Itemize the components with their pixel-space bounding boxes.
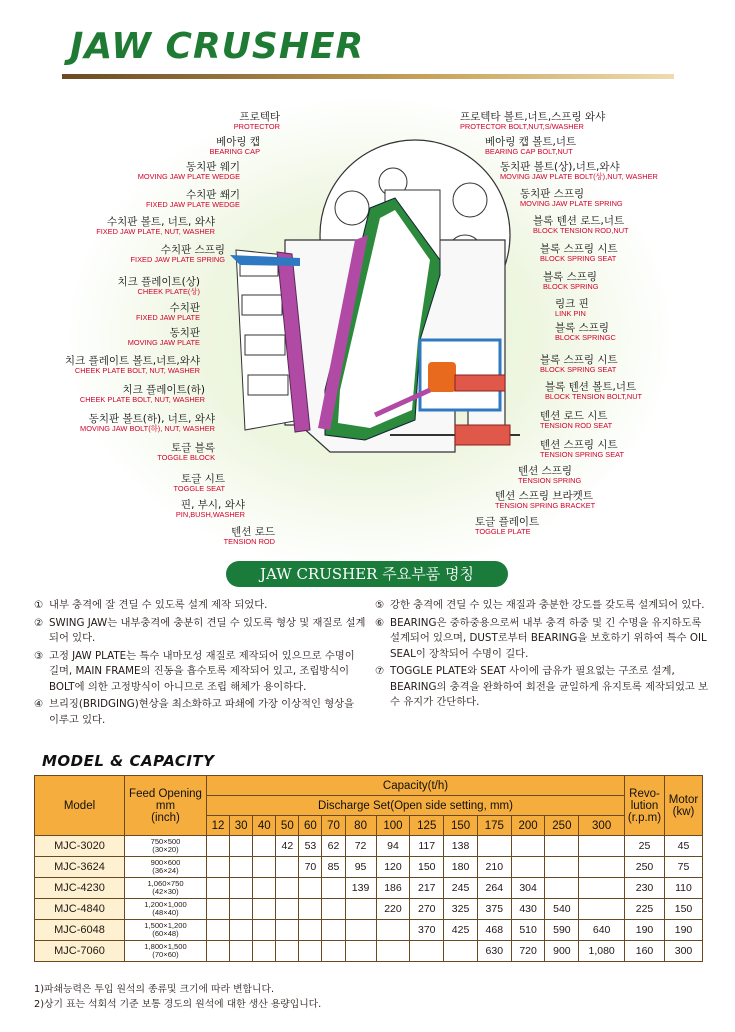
capacity-table <box>34 775 703 962</box>
cell-capacity <box>230 920 253 941</box>
cell-model: MJC-4840 <box>35 899 125 920</box>
cell-capacity <box>207 941 230 962</box>
label-protector-bolt: 프로텍타 볼트,너트,스프링 와샤 PROTECTOR BOLT,NUT,S/WASHER <box>460 111 606 132</box>
cell-feed-opening <box>125 920 207 941</box>
label-bearing-cap-bolt: 베아링 캡 볼트,너트 BEARING CAP BOLT,NUT <box>485 136 577 157</box>
cell-capacity: 139 <box>345 878 376 899</box>
note-item: ⑤ 강한 충격에 견딜 수 있는 재질과 충분한 강도를 갖도록 설계되어 있다. <box>375 599 705 611</box>
cell-capacity: 1,080 <box>579 941 625 962</box>
note-item: ② SWING JAW는 내부충격에 충분히 견딜 수 있도록 형상 및 재질로 설계되어 있다. <box>34 616 366 644</box>
cell-capacity <box>410 941 444 962</box>
note-item: ⑦ TOGGLE PLATE와 SEAT 사이에 급유가 필요없는 구조로 설계, BEARING의 충격을 완화하여 회전을 균일하게 유지토록 제작되었고 보수 유지가 간단하다. <box>375 665 709 708</box>
cell-capacity <box>511 836 545 857</box>
cell-revolution: 25 <box>625 836 665 857</box>
cell-capacity: 245 <box>444 878 478 899</box>
label-tension-rod: 텐션 로드 TENSION ROD <box>223 526 275 547</box>
table-row <box>35 857 703 878</box>
cell-capacity <box>545 857 579 878</box>
cell-capacity: 94 <box>376 836 410 857</box>
cell-feed-opening <box>125 899 207 920</box>
cell-capacity: 120 <box>376 857 410 878</box>
cell-capacity <box>299 920 322 941</box>
cell-capacity: 210 <box>477 857 511 878</box>
cell-capacity: 630 <box>477 941 511 962</box>
cell-capacity <box>207 857 230 878</box>
cell-capacity <box>253 836 276 857</box>
label-tension-spring-bracket: 텐션 스프링 브라켓트 TENSION SPRING BRACKET <box>495 490 596 511</box>
cell-model: MJC-6048 <box>35 920 125 941</box>
cell-motor: 300 <box>665 941 703 962</box>
cell-capacity <box>322 941 345 962</box>
cell-capacity: 425 <box>444 920 478 941</box>
cell-capacity <box>230 878 253 899</box>
feed-inch: (60×48) <box>152 929 179 938</box>
cell-capacity <box>579 899 625 920</box>
footnote: 1)파쇄능력은 투입 원석의 종류및 크기에 따라 변합니다. <box>34 984 275 995</box>
cell-capacity <box>207 920 230 941</box>
cell-capacity: 370 <box>410 920 444 941</box>
header-feed-opening: Feed Opening mm (inch) <box>125 776 207 836</box>
cell-capacity: 540 <box>545 899 579 920</box>
header-setting: 30 <box>230 816 253 836</box>
label-toggle-seat: 토글 시트 TOGGLE SEAT <box>173 473 225 494</box>
cell-capacity: 220 <box>376 899 410 920</box>
label-block-spring-seat-2: 블록 스프링 시트 BLOCK SPRING SEAT <box>540 354 618 375</box>
header-setting: 80 <box>345 816 376 836</box>
cell-capacity: 304 <box>511 878 545 899</box>
cell-capacity: 325 <box>444 899 478 920</box>
cell-capacity <box>276 899 299 920</box>
table-row <box>35 878 703 899</box>
cell-capacity: 468 <box>477 920 511 941</box>
cell-capacity <box>207 878 230 899</box>
header-setting: 60 <box>299 816 322 836</box>
cell-capacity: 590 <box>545 920 579 941</box>
cell-capacity <box>230 836 253 857</box>
cell-motor: 190 <box>665 920 703 941</box>
cell-capacity: 72 <box>345 836 376 857</box>
label-block-spring: 블록 스프링 BLOCK SPRING <box>543 271 599 292</box>
cell-capacity <box>322 878 345 899</box>
label-moving-jaw-bolt: 동치판 볼트(하), 너트, 와샤 MOVING JAW BOLT(하), NUT, WASHER <box>80 413 215 434</box>
header-model: Model <box>35 776 125 836</box>
cell-motor: 150 <box>665 899 703 920</box>
cell-revolution: 190 <box>625 920 665 941</box>
parts-banner: JAW CRUSHER 주요부품 명칭 <box>226 561 508 587</box>
cell-capacity: 375 <box>477 899 511 920</box>
block-spring <box>455 375 505 391</box>
cell-capacity <box>376 920 410 941</box>
cell-revolution: 250 <box>625 857 665 878</box>
cell-capacity <box>545 836 579 857</box>
cell-revolution: 225 <box>625 899 665 920</box>
cell-capacity <box>253 920 276 941</box>
cell-capacity <box>345 899 376 920</box>
cell-capacity: 217 <box>410 878 444 899</box>
title-rule <box>62 74 674 79</box>
label-bearing-cap: 베아링 캡 BEARING CAP <box>209 136 260 157</box>
label-fixed-jaw-plate-spring: 수치판 스프링 FIXED JAW PLATE SPRING <box>130 244 225 265</box>
label-tension-spring: 텐션 스프링 TENSION SPRING <box>518 465 582 486</box>
cell-capacity: 270 <box>410 899 444 920</box>
cell-capacity <box>276 920 299 941</box>
label-cheek-plate-upper: 치크 플레이트(상) CHEEK PLATE(상) <box>117 276 200 297</box>
cell-capacity: 42 <box>276 836 299 857</box>
cell-capacity: 264 <box>477 878 511 899</box>
feed-mm: 1,200×1,000 <box>144 900 187 909</box>
cell-capacity <box>276 941 299 962</box>
flywheel-hole <box>453 183 487 217</box>
feed-mm: 750×500 <box>150 837 181 846</box>
cell-capacity <box>299 899 322 920</box>
header-setting: 150 <box>444 816 478 836</box>
cell-capacity <box>579 836 625 857</box>
header-setting: 200 <box>511 816 545 836</box>
page-title: JAW CRUSHER <box>70 26 365 67</box>
cell-capacity <box>253 941 276 962</box>
cell-capacity <box>253 899 276 920</box>
feed-mm: 1,800×1,500 <box>144 942 187 951</box>
model-capacity-heading: MODEL & CAPACITY <box>42 752 215 770</box>
footnotes <box>34 982 321 1012</box>
feed-inch: (36×24) <box>152 866 179 875</box>
cell-capacity <box>253 878 276 899</box>
cell-capacity <box>230 857 253 878</box>
notes-right <box>375 598 710 713</box>
cell-capacity: 720 <box>511 941 545 962</box>
cell-revolution: 230 <box>625 878 665 899</box>
header-capacity: Capacity(t/h) <box>207 776 625 796</box>
table-row <box>35 899 703 920</box>
cell-capacity <box>230 899 253 920</box>
label-block-spring-seat: 블록 스프링 시트 BLOCK SPRING SEAT <box>540 243 618 264</box>
cell-motor: 45 <box>665 836 703 857</box>
header-setting: 40 <box>253 816 276 836</box>
cell-capacity: 186 <box>376 878 410 899</box>
cell-capacity <box>322 920 345 941</box>
cell-capacity <box>299 941 322 962</box>
feed-inch: (30×20) <box>152 845 179 854</box>
cell-model: MJC-4230 <box>35 878 125 899</box>
header-setting: 125 <box>410 816 444 836</box>
cell-capacity <box>253 857 276 878</box>
cell-feed-opening <box>125 941 207 962</box>
label-block-tension-bolt: 블록 텐션 볼트,너트 BLOCK TENSION BOLT,NUT <box>545 381 643 402</box>
cell-model: MJC-7060 <box>35 941 125 962</box>
label-cheek-plate-bolt: 치크 플레이트 볼트,너트,와샤 CHEEK PLATE BOLT, NUT, WASHER <box>64 355 200 376</box>
cell-capacity <box>322 899 345 920</box>
header-discharge-set: Discharge Set(Open side setting, mm) <box>207 796 625 816</box>
feed-inch: (70×60) <box>152 950 179 959</box>
cell-capacity: 900 <box>545 941 579 962</box>
note-item: ④ 브리징(BRIDGING)현상을 최소화하고 파쇄에 가장 이상적인 형상을 이루고 있다. <box>34 698 355 726</box>
feed-mm: 900×600 <box>150 858 181 867</box>
label-fixed-jaw-plate-wedge: 수치판 쐐기 FIXED JAW PLATE WEDGE <box>145 189 240 210</box>
label-protector: 프로텍타 PROTECTOR <box>233 111 280 132</box>
cell-model: MJC-3624 <box>35 857 125 878</box>
cell-capacity <box>579 857 625 878</box>
table-row <box>35 941 703 962</box>
header-setting: 300 <box>579 816 625 836</box>
notes-left <box>34 598 366 730</box>
cell-capacity: 430 <box>511 899 545 920</box>
label-block-spring-c: 블록 스프링 BLOCK SPRINGC <box>555 322 616 343</box>
cell-model: MJC-3020 <box>35 836 125 857</box>
cell-feed-opening <box>125 878 207 899</box>
cell-capacity: 640 <box>579 920 625 941</box>
note-item: ③ 고정 JAW PLATE는 특수 내마모성 재질로 제작되어 있으므로 수명이 길며, MAIN FRAME의 진동을 흡수토록 제작되어 있고, 조립방식이 BOLT에 의한 고정방식이 아니므로 조립 해체가 용이하다. <box>34 649 355 693</box>
header-setting: 100 <box>376 816 410 836</box>
cell-capacity: 117 <box>410 836 444 857</box>
table-row <box>35 920 703 941</box>
cell-capacity <box>207 899 230 920</box>
cell-capacity <box>299 878 322 899</box>
cell-motor: 75 <box>665 857 703 878</box>
cell-feed-opening <box>125 836 207 857</box>
header-setting: 12 <box>207 816 230 836</box>
cell-capacity <box>579 878 625 899</box>
label-toggle-plate: 토글 플레이트 TOGGLE PLATE <box>475 516 540 537</box>
cell-capacity: 95 <box>345 857 376 878</box>
label-moving-jaw-plate: 동치판 MOVING JAW PLATE <box>127 327 200 348</box>
cell-capacity <box>230 941 253 962</box>
cell-capacity: 150 <box>410 857 444 878</box>
footnote: 2)상기 표는 석회석 기준 보통 경도의 원석에 대한 생산 용량입니다. <box>34 999 322 1010</box>
cell-capacity: 85 <box>322 857 345 878</box>
feed-inch: (42×30) <box>152 887 179 896</box>
label-fixed-jaw-plate-bolt: 수치판 볼트, 너트, 와샤 FIXED JAW PLATE, NUT, WASHER <box>96 216 215 237</box>
cell-capacity <box>345 941 376 962</box>
tension-spring <box>455 425 510 445</box>
toggle-block <box>428 362 456 392</box>
note-item: ① 내부 충격에 잘 견딜 수 있도록 설계 제작 되었다. <box>34 599 268 611</box>
cell-capacity <box>207 836 230 857</box>
label-block-tension-rod: 블록 텐션 로드,너트 BLOCK TENSION ROD,NUT <box>533 215 629 236</box>
cell-capacity: 53 <box>299 836 322 857</box>
cell-capacity <box>276 857 299 878</box>
feed-inch: (48×40) <box>152 908 179 917</box>
feed-mm: 1,500×1,200 <box>144 921 187 930</box>
cell-capacity <box>511 857 545 878</box>
cell-capacity: 70 <box>299 857 322 878</box>
label-tension-spring-seat: 텐션 스프링 시트 TENSION SPRING SEAT <box>540 439 625 460</box>
label-tension-rod-seat: 텐션 로드 시트 TENSION ROD SEAT <box>540 410 613 431</box>
cell-capacity <box>276 878 299 899</box>
label-fixed-jaw-plate: 수치판 FIXED JAW PLATE <box>135 302 200 323</box>
cell-capacity: 510 <box>511 920 545 941</box>
header-motor: Motor (kw) <box>665 776 703 836</box>
header-setting: 175 <box>477 816 511 836</box>
cell-capacity: 62 <box>322 836 345 857</box>
cell-capacity <box>376 941 410 962</box>
header-setting: 50 <box>276 816 299 836</box>
header-setting: 250 <box>545 816 579 836</box>
flywheel-hole <box>335 191 369 225</box>
table-body <box>35 836 703 962</box>
header-revolution: Revo- lution (r.p.m) <box>625 776 665 836</box>
label-pin-bush-washer: 핀, 부시, 와샤 PIN,BUSH,WASHER <box>175 499 245 520</box>
label-moving-jaw-plate-bolt-upper: 동치판 볼트(상),너트,와샤 MOVING JAW PLATE BOLT(상),NUT, WASHER <box>500 161 658 182</box>
cell-capacity <box>545 878 579 899</box>
label-toggle-block: 토글 블록 TOGGLE BLOCK <box>157 442 215 463</box>
header-setting: 70 <box>322 816 345 836</box>
feed-mm: 1,060×750 <box>147 879 184 888</box>
note-item: ⑥ BEARING은 중하중용으로써 내부 충격 하중 및 긴 수명을 유지하도록 설계되어 있으며, DUST로부터 BEARING을 보호하기 위하여 특수 OIL SEAL이 장착되어 수명이 길다. <box>375 616 707 660</box>
cell-capacity: 180 <box>444 857 478 878</box>
label-link-pin: 링크 핀 LINK PIN <box>555 298 589 319</box>
label-moving-jaw-plate-spring: 동치판 스프링 MOVING JAW PLATE SPRING <box>520 188 623 209</box>
cell-capacity <box>477 836 511 857</box>
cell-revolution: 160 <box>625 941 665 962</box>
cell-capacity: 138 <box>444 836 478 857</box>
table-row <box>35 836 703 857</box>
cell-capacity <box>345 920 376 941</box>
cell-capacity <box>444 941 478 962</box>
cell-motor: 110 <box>665 878 703 899</box>
label-cheek-plate-lower: 치크 플레이트(하) CHEEK PLATE BOLT, NUT, WASHER <box>79 384 205 405</box>
cell-feed-opening <box>125 857 207 878</box>
label-moving-jaw-plate-wedge: 동치판 웨기 MOVING JAW PLATE WEDGE <box>137 161 240 182</box>
